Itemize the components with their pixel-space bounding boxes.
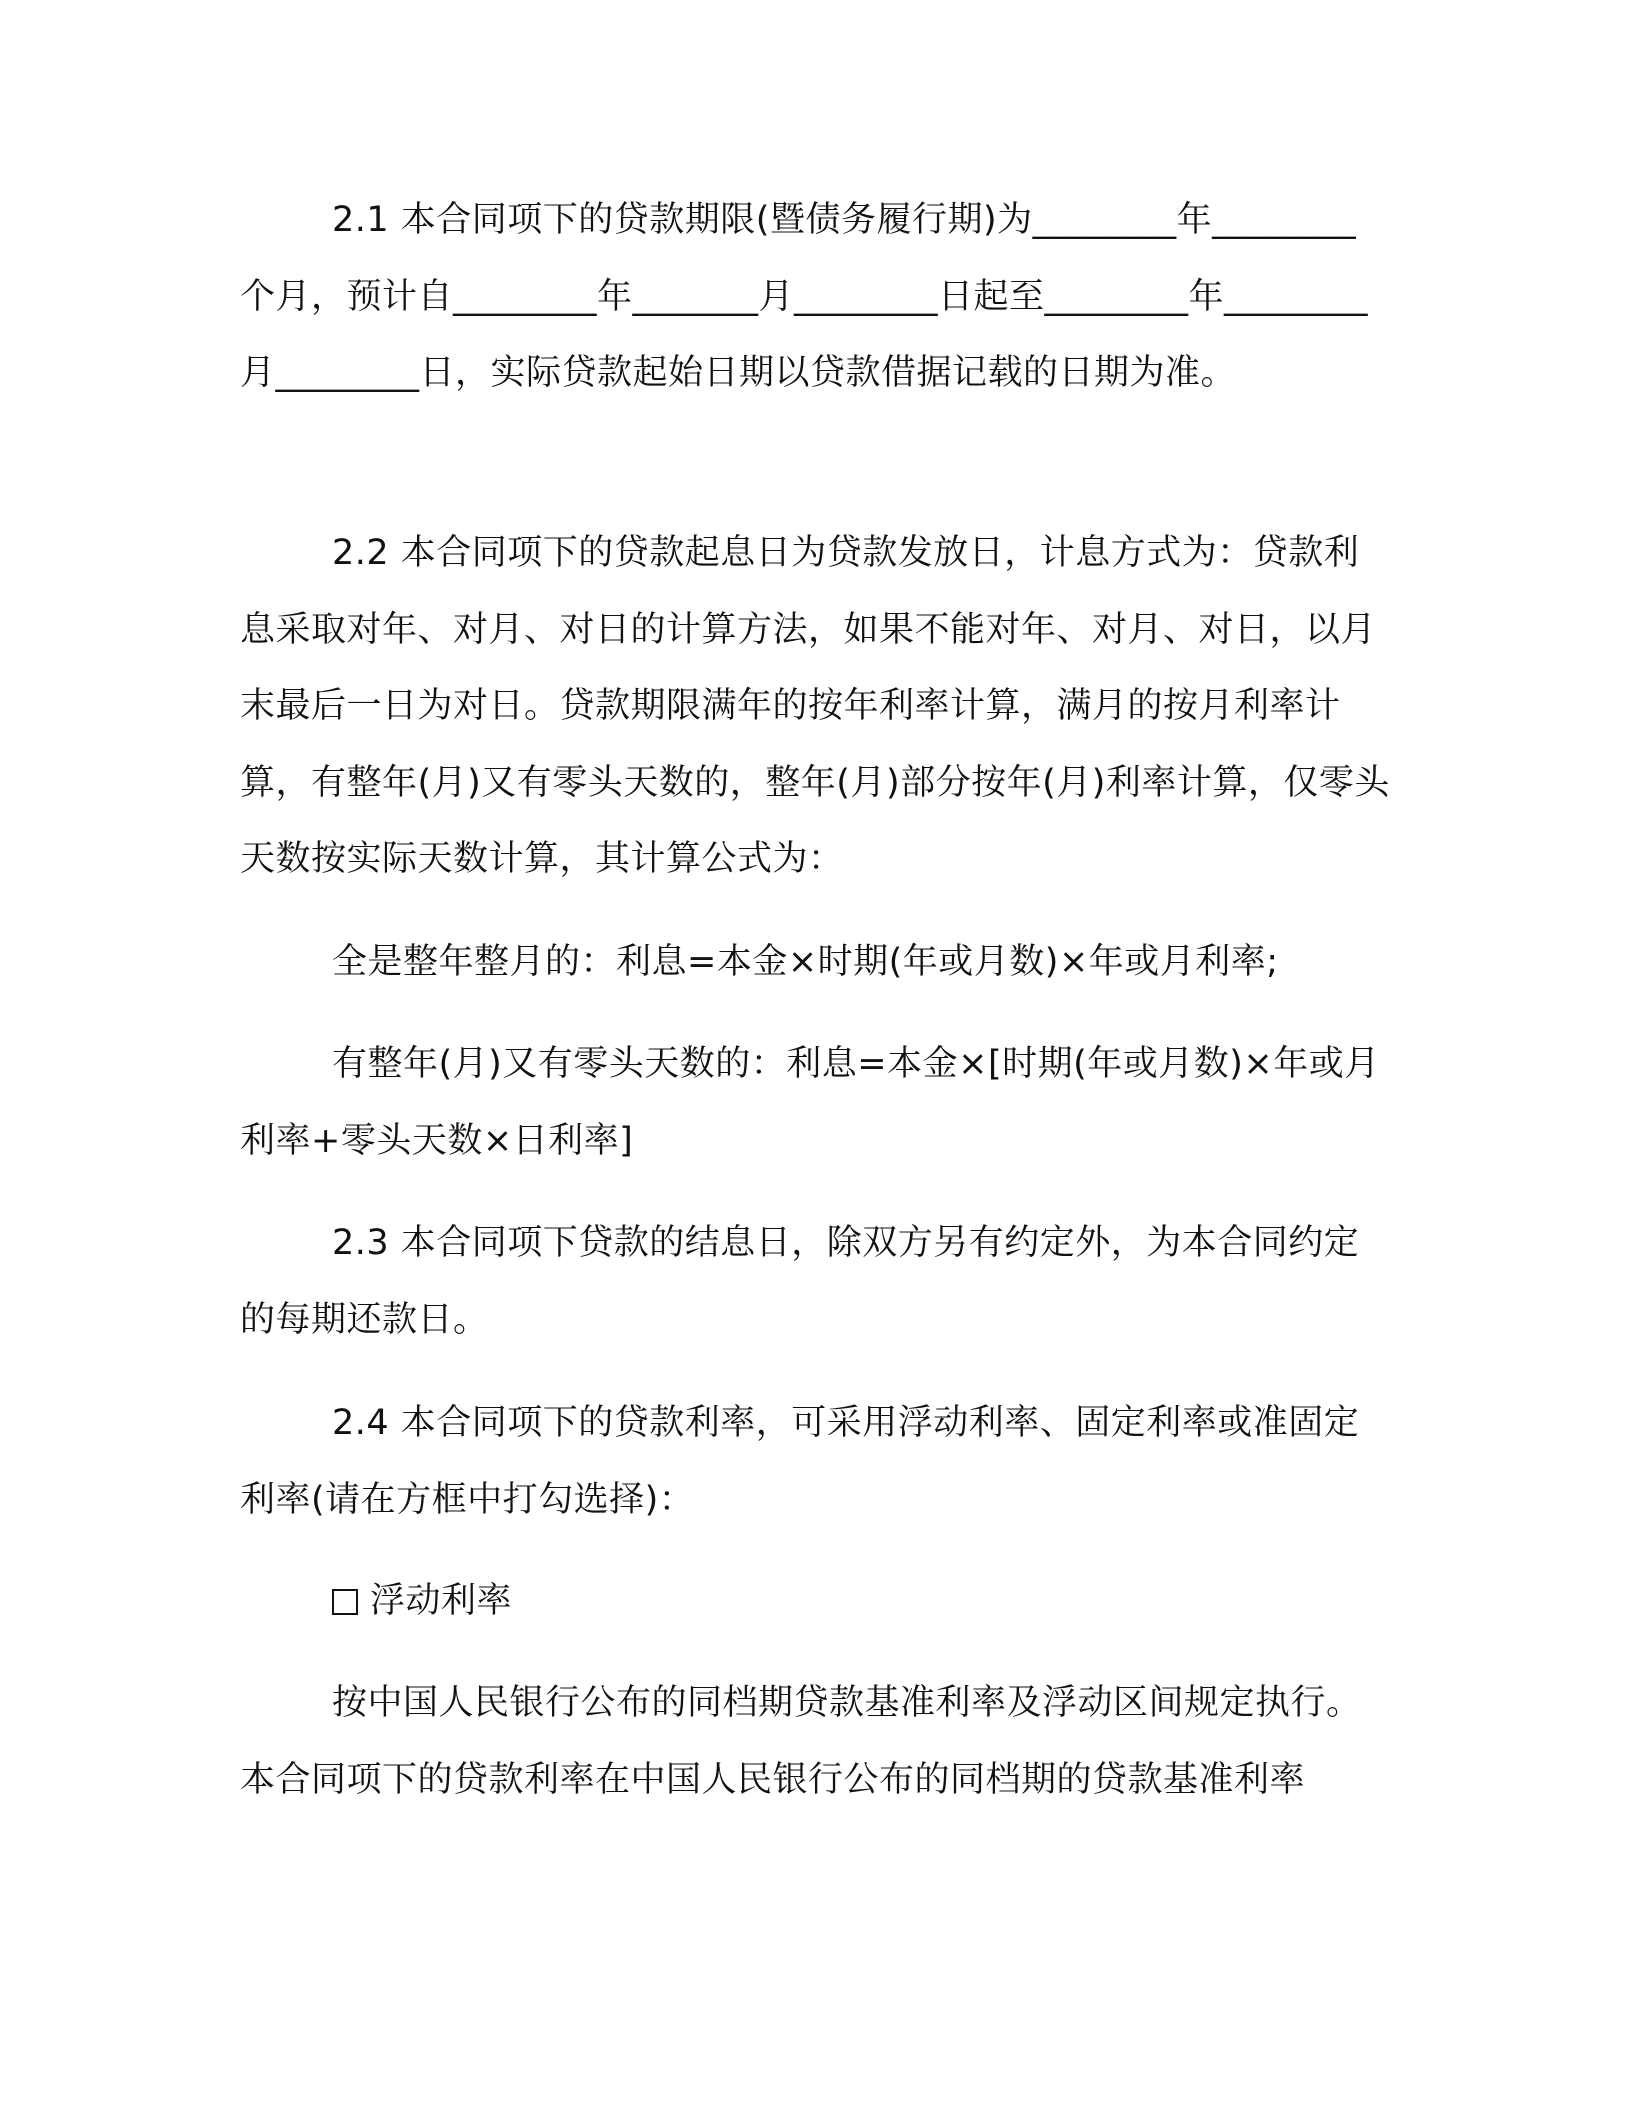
floating-rate-label: 浮动利率 [370, 1581, 513, 1621]
floating-rate-checkbox[interactable] [332, 1589, 358, 1615]
floating-rate-option[interactable] [240, 1563, 1390, 1640]
clause-2-3-paragraph: 2.3 本合同项下贷款的结息日，除双方另有约定外，为本合同约定的每期还款日。 [240, 1223, 1360, 1340]
clause-2-4-paragraph: 2.4 本合同项下的贷款利率，可采用浮动利率、固定利率或准固定利率(请在方框中打勾选择)： [240, 1403, 1360, 1520]
formula-mixed-period: 有整年(月)又有零头天数的：利息=本金×[时期(年或月数)×年或月利率+零头天数×日利率] [240, 1044, 1380, 1161]
floating-rate-description: 按中国人民银行公布的同档期贷款基准利率及浮动区间规定执行。本合同项下的贷款利率在中国人民银行公布的同档期的贷款基准利率 [240, 1683, 1362, 1800]
formula-whole-period: 全是整年整月的：利息=本金×时期(年或月数)×年或月利率; [332, 942, 1279, 982]
clause-2-2-paragraph: 2.2 本合同项下的贷款起息日为贷款发放日，计息方式为：贷款利息采取对年、对月、对日的计算方法，如果不能对年、对月、对日，以月末最后一日为对日。贷款期限满年的按年利率计算，满月的按月利率计算，有整年(月)又有零头天数的，整年(月)部分按年(月)利率计算，仅零头天数按实际天数计算，其计算公式为： [240, 533, 1390, 879]
clause-2-1-paragraph: 2.1 本合同项下的贷款期限(暨债务履行期)为________年________个月，预计自________年_______月________日起至________年________月________日，实际贷款起始日期以贷款借据记载的日期为准。 [240, 200, 1369, 393]
